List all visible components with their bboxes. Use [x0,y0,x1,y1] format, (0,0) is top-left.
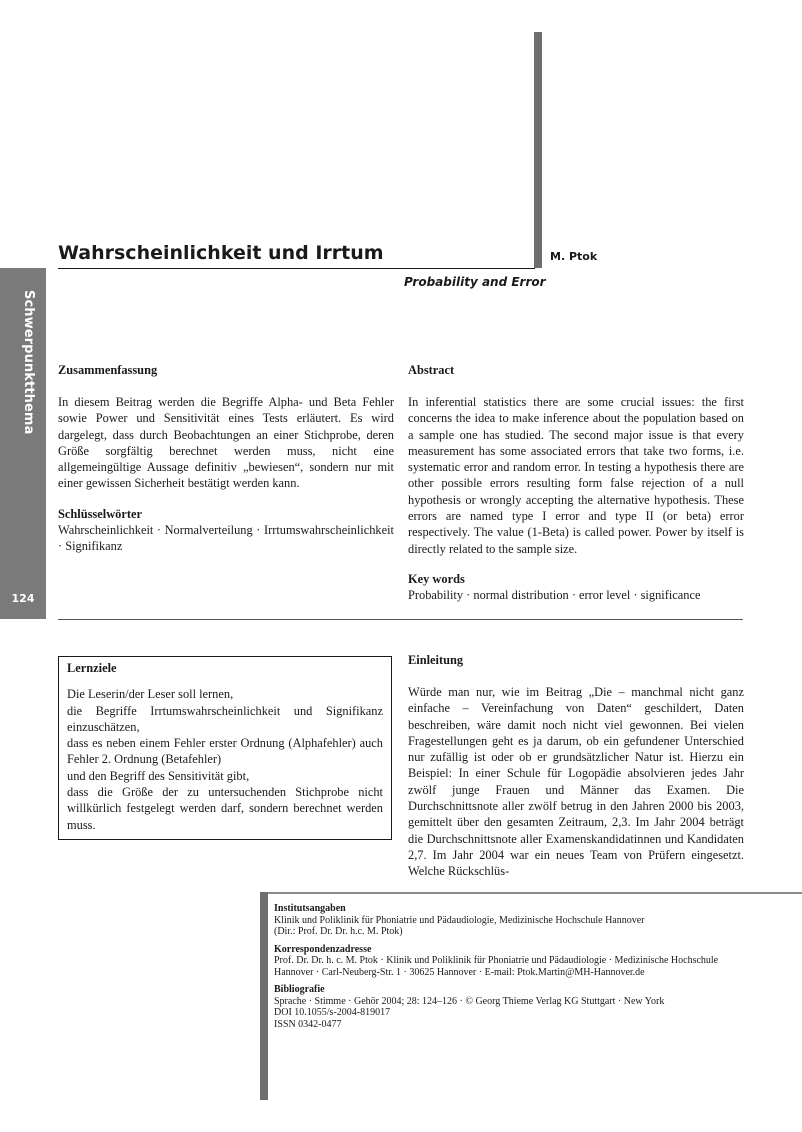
keywords-text: Probability · normal distribution · error level · significance [408,588,701,603]
abstract-heading: Abstract [408,363,455,377]
lernziele-line: dass es neben einem Fehler erster Ordnung (Alphafehler) auch Fehler 2. Ordnung (Betafehler) [67,736,383,767]
lernziele-line: und den Begriff des Sensitivität gibt, [67,768,250,783]
institute-line: (Dir.: Prof. Dr. Dr. h.c. M. Ptok) [274,926,403,937]
footer-info [274,903,794,1036]
bibliography-line: Sprache · Stimme · Gehör 2004; 28: 124–126 · © Georg Thieme Verlag KG Stuttgart · New York [274,995,665,1007]
lernziele-line: die Begriffe Irrtumswahrscheinlichkeit und Signifikanz einzuschätzen, [67,703,383,734]
top-decorative-bar [534,32,542,268]
doi-line: DOI 10.1055/s-2004-819017 [274,1007,391,1018]
lernziele-line: Die Leserin/der Leser soll lernen, [67,687,234,702]
bibliography-block [274,984,794,1030]
institute-block [274,903,794,938]
lernziele-heading: Lernziele [67,661,117,675]
abstract-column [408,362,744,604]
page-number: 124 [11,592,35,605]
footer-rule [268,892,802,894]
institute-heading: Institutsangaben [274,903,346,914]
einleitung-text: Würde man nur, wie im Beitrag „Die – manchmal nicht ganz einfache – Vereinfachung von Daten“ geschildert, Daten beschreiben, wäre damit noch nicht viel gewonnen. Bei vielen Fragestellungen geht es ja darum, ob ein gefundener Unterschied nur zufällig ist oder ob er grundsätzlicher Natur ist. Hierzu ein Beispiel: In einer Schule für Logopädie absolvieren jedes Jahr zwölf junge Frauen und Männer das Examen. Die Durchschnittsnote aller zwölf betrug in den Jahren 2000 bis 2003, gemittelt über den gesamten Zeitraum, 2,3. Im Jahr 2004 beträgt die Durchschnittsnote aller Examenskandidatinnen und Kandidaten 2,7. Im Jahr 2004 war ein neues Team von Prüfern eingesetzt. Welche Rückschlüs- [408,685,744,879]
correspondence-heading: Korrespondenzadresse [274,943,372,955]
author-name: M. Ptok [550,250,598,263]
keywords-heading: Key words [408,571,465,586]
lernziele-box [58,656,392,840]
einleitung-heading: Einleitung [408,653,464,667]
section-divider [58,619,743,620]
title-rule [58,268,535,269]
lernziele-line: dass die Größe der zu untersuchenden Stichprobe nicht willkürlich festgelegt werden darf, sondern berechnet werden muss. [67,785,383,832]
zusammenfassung-column [58,362,394,555]
article-title: Wahrscheinlichkeit und Irrtum [58,242,384,264]
zusammenfassung-text: In diesem Beitrag werden die Begriffe Alpha- und Beta Fehler sowie Power und Sensitivität eines Tests erläutert. Es wird dargelegt, dass durch Beobachtungen an einer Stichprobe, deren Größe sorgfältig berechnet werden muss, nicht eine allgemeingültige Aussage definitiv „bewiesen“, sondern nur mit einer gewissen Sicherheit bestätigt werden kann. [58,395,394,491]
zusammenfassung-heading: Zusammenfassung [58,363,158,377]
correspondence-line: Prof. Dr. Dr. h. c. M. Ptok · Klinik und Poliklinik für Phoniatrie und Pädaudiologie · Medizinische Hochschule [274,955,719,966]
issn-line: ISSN 0342-0477 [274,1018,342,1030]
footer-decorative-bar [260,892,268,1100]
institute-line: Klinik und Poliklinik für Phoniatrie und Pädaudiologie, Medizinische Hochschule Hannover [274,914,645,926]
section-label: Schwerpunktthema [21,290,36,435]
english-title: Probability and Error [404,275,546,289]
schluesselwoerter-heading: Schlüsselwörter [58,506,142,521]
abstract-text: In inferential statistics there are some crucial issues: the first concerns the idea to make inference about the population based on a sample one has studied. The second major issue is that every measurement has some associated errors that take two forms, i.e. systematic error and random error. In testing a hypothesis there are other possible errors resulting form false rejection of a null hypothesis or wrongly accepting the alternative hypothesis. These errors are named type I error and type II (or beta) error respectively. The value (1-Beta) is called power. Power by itself is directly related to the sample size. [408,395,744,556]
schluesselwoerter-text: Wahrscheinlichkeit · Normalverteilung · Irrtumswahrscheinlichkeit · Signifikanz [58,523,394,554]
einleitung-column [408,652,744,880]
bibliography-heading: Bibliografie [274,984,325,995]
correspondence-block [274,944,794,979]
correspondence-line: Hannover · Carl-Neuberg-Str. 1 · 30625 Hannover · E-mail: Ptok.Martin@MH-Hannover.de [274,966,645,978]
